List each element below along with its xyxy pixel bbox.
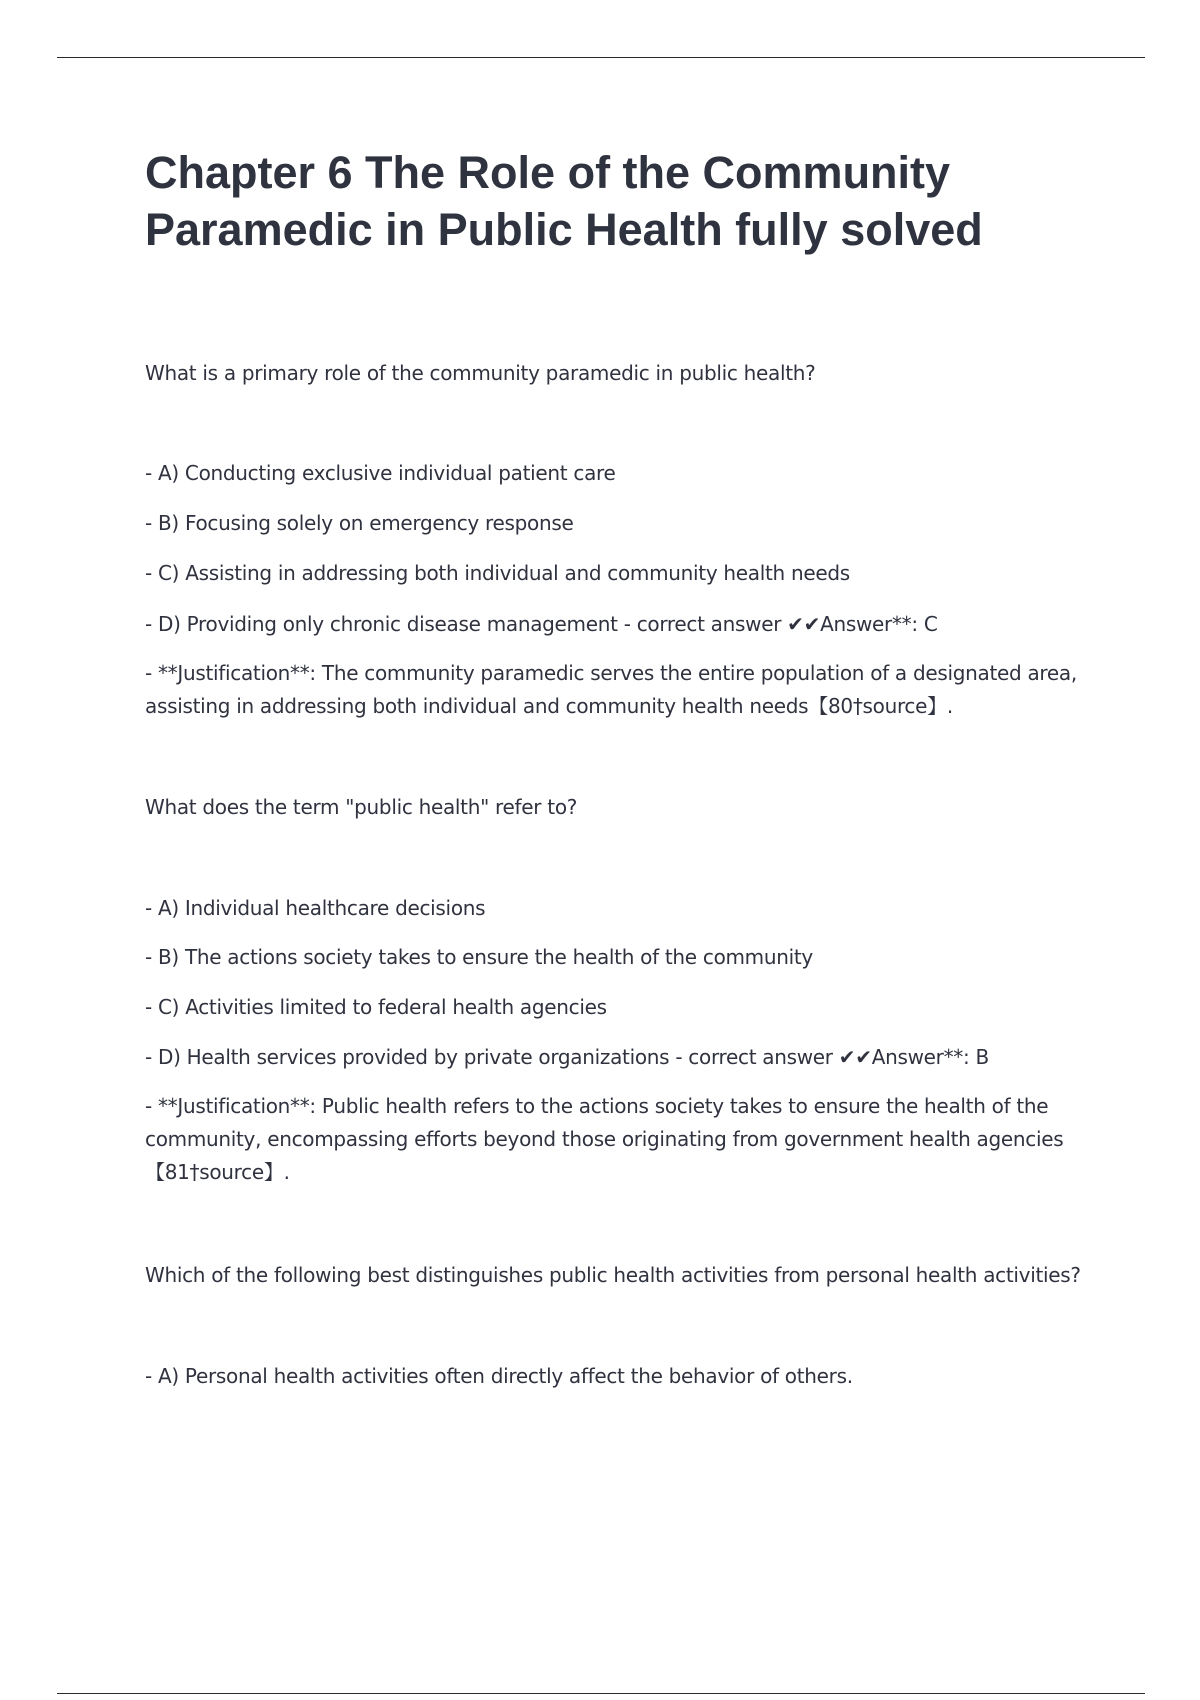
question-2-option-b: - B) The actions society takes to ensure the health of the community [145, 945, 813, 969]
question-2-option-d: - D) Health services provided by private organizations - correct answer ✔✔Answer**: B [145, 1045, 989, 1069]
question-2-justification: - **Justification**: Public health refers to the actions society takes to ensure the health of the community, encompassing efforts beyond those originating from government health agencies【81†source】. [145, 1094, 1064, 1184]
question-1-option-b: - B) Focusing solely on emergency response [145, 511, 574, 535]
question-1-option-c: - C) Assisting in addressing both individual and community health needs [145, 561, 850, 585]
question-3-option-a: - A) Personal health activities often directly affect the behavior of others. [145, 1364, 853, 1388]
question-1-option-d: - D) Providing only chronic disease management - correct answer ✔✔Answer**: C [145, 612, 938, 636]
question-1-justification: - **Justification**: The community paramedic serves the entire population of a designated area, assisting in addressing both individual and community health needs【80†source】. [145, 661, 1077, 718]
question-1-prompt: What is a primary role of the community paramedic in public health? [145, 361, 816, 385]
question-1-option-a: - A) Conducting exclusive individual patient care [145, 461, 616, 485]
document-title: Chapter 6 The Role of the Community Paramedic in Public Health fully solved [145, 147, 983, 255]
question-2-option-a: - A) Individual healthcare decisions [145, 896, 486, 920]
top-rule [57, 57, 1145, 58]
question-2-prompt: What does the term "public health" refer to? [145, 795, 578, 819]
bottom-rule [57, 1693, 1145, 1694]
question-2-option-c: - C) Activities limited to federal health agencies [145, 995, 607, 1019]
question-3-prompt: Which of the following best distinguishes public health activities from personal health activities? [145, 1263, 1081, 1287]
